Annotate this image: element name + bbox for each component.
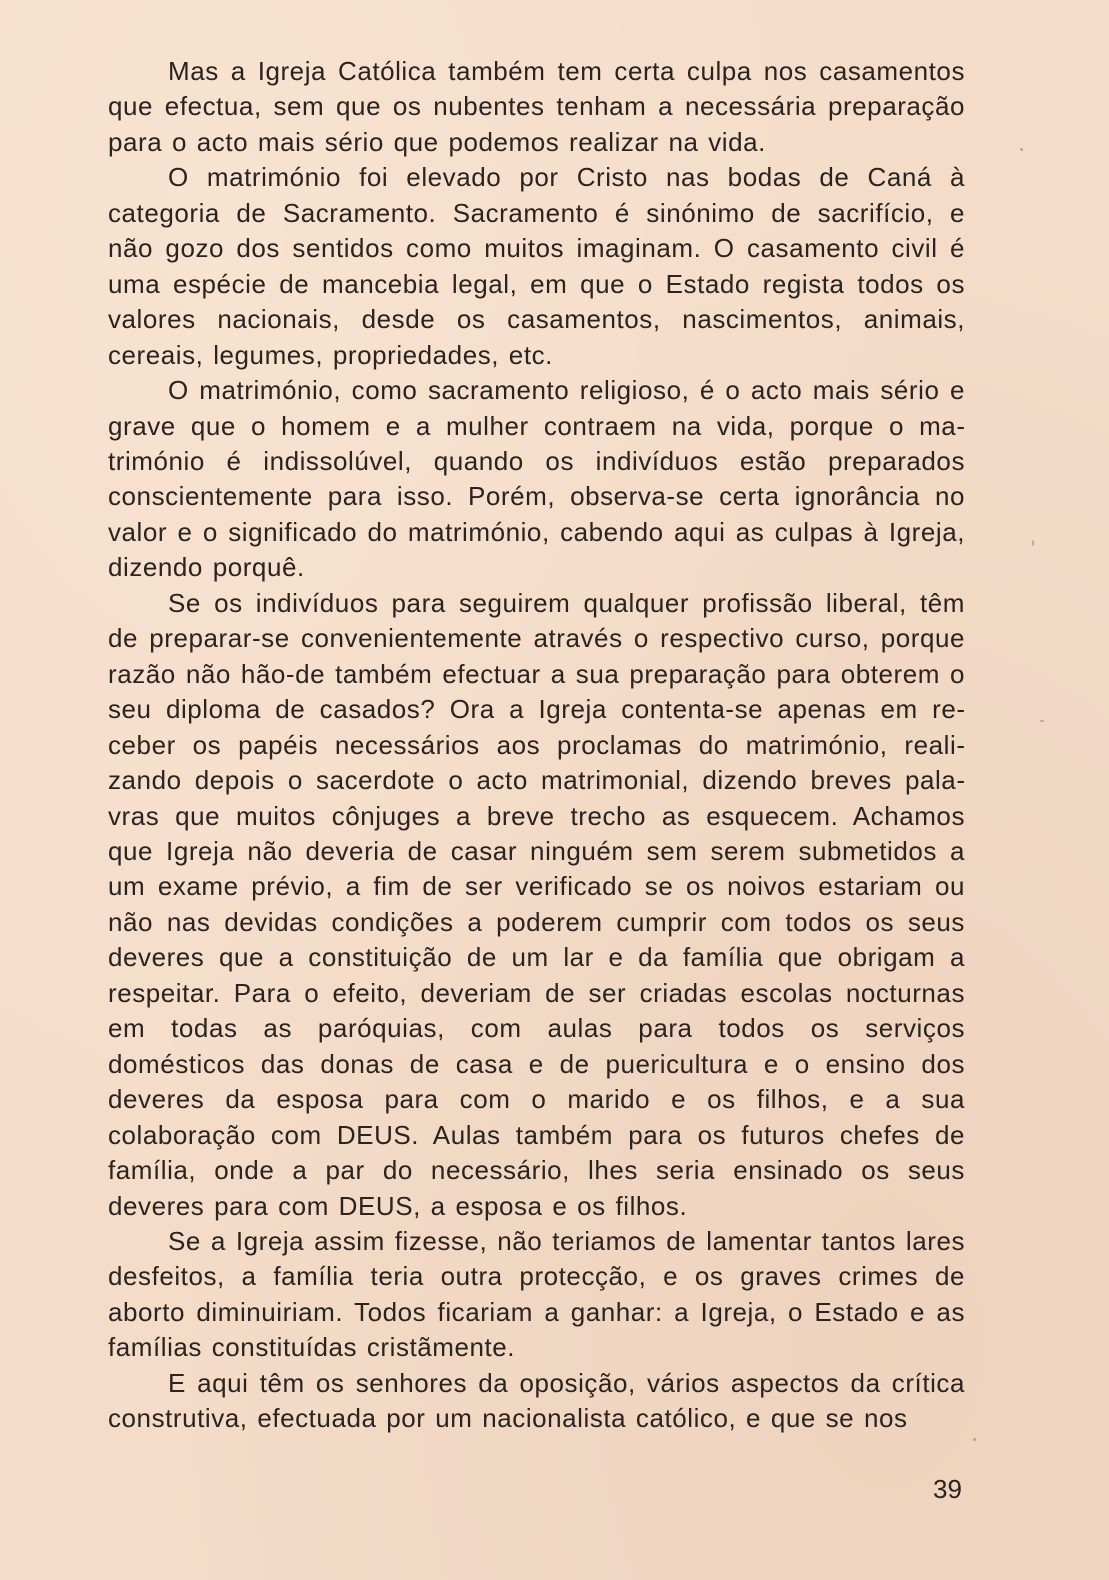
paper-speck bbox=[1032, 540, 1034, 546]
paragraph-1: Mas a Igreja Católica também tem certa culpa nos casamentos que efectua, sem que os nubentes tenham a necessária preparação para o acto mais sério que podemos realizar na vida. bbox=[108, 56, 965, 157]
paper-speck bbox=[1040, 720, 1044, 722]
page-number: 39 bbox=[933, 1474, 962, 1504]
paragraph-5: Se a Igreja assim fizesse, não teriamos de lamentar tantos lares desfeitos, a família teria outra protecção, e os graves crimes de aborto diminuiriam. Todos ficariam a ganhar: a Igreja, o Estado e as famílias constituídas cristãmente. bbox=[108, 1225, 965, 1363]
paragraph-2: O matrimónio foi elevado por Cristo nas bodas de Caná à categoria de Sacramento. Sacramento é sinónimo de sacrifício, e não gozo dos sentidos como muitos imaginam. O casamento civil é uma espécie de mancebia legal, em que o Estado regista todos os valores nacionais, desde os casamentos, nascimentos, animais, cereais, legumes, propriedades, etc. bbox=[108, 162, 965, 370]
body-text bbox=[108, 54, 965, 1437]
paragraph-4: Se os indivíduos para seguirem qualquer profissão liberal, têm de preparar-se convenientemente através o respectivo curso, porque razão não hão-de também efectuar a sua preparação para obterem o seu diploma de casados? Ora a Igreja contenta-se apenas em receber os papéis necessários aos proclamas do matrimónio, realizando depois o sacerdote o acto matrimonial, dizendo breves palavras que muitos cônjuges a breve trecho as esquecem. Achamos que Igreja não deveria de casar ninguém sem serem submetidos a um exame prévio, a fim de ser verificado se os noivos estariam ou não nas devidas condições a poderem cumprir com todos os seus deveres que a constituição de um lar e da família que obrigam a respeitar. Para o efeito, deveriam de ser criadas escolas nocturnas em todas as paróquias, com aulas para todos os serviços domésticos das donas de casa e de puericultura e o ensino dos deveres da esposa para com o marido e os filhos, e a sua colaboração com DEUS. Aulas também para os futuros chefes de família, onde a par do necessário, lhes seria ensinado os seus deveres para com DEUS, a esposa e os filhos. bbox=[108, 587, 965, 1221]
paragraph-6: E aqui têm os senhores da oposição, vários aspectos da crítica construtiva, efectuada por um nacionalista católico, e que se nos bbox=[108, 1367, 965, 1434]
paper-speck bbox=[973, 1438, 976, 1441]
paragraph-3: O matrimónio, como sacramento religioso, é o acto mais sério e grave que o homem e a mulher contraem na vida, porque o matrimónio é indissolúvel, quando os indivíduos estão preparados conscientemente para isso. Porém, observa-se certa ignorância no valor e o significado do matrimónio, cabendo aqui as culpas à Igreja, dizendo porquê. bbox=[108, 375, 965, 583]
paper-speck bbox=[1020, 148, 1023, 151]
